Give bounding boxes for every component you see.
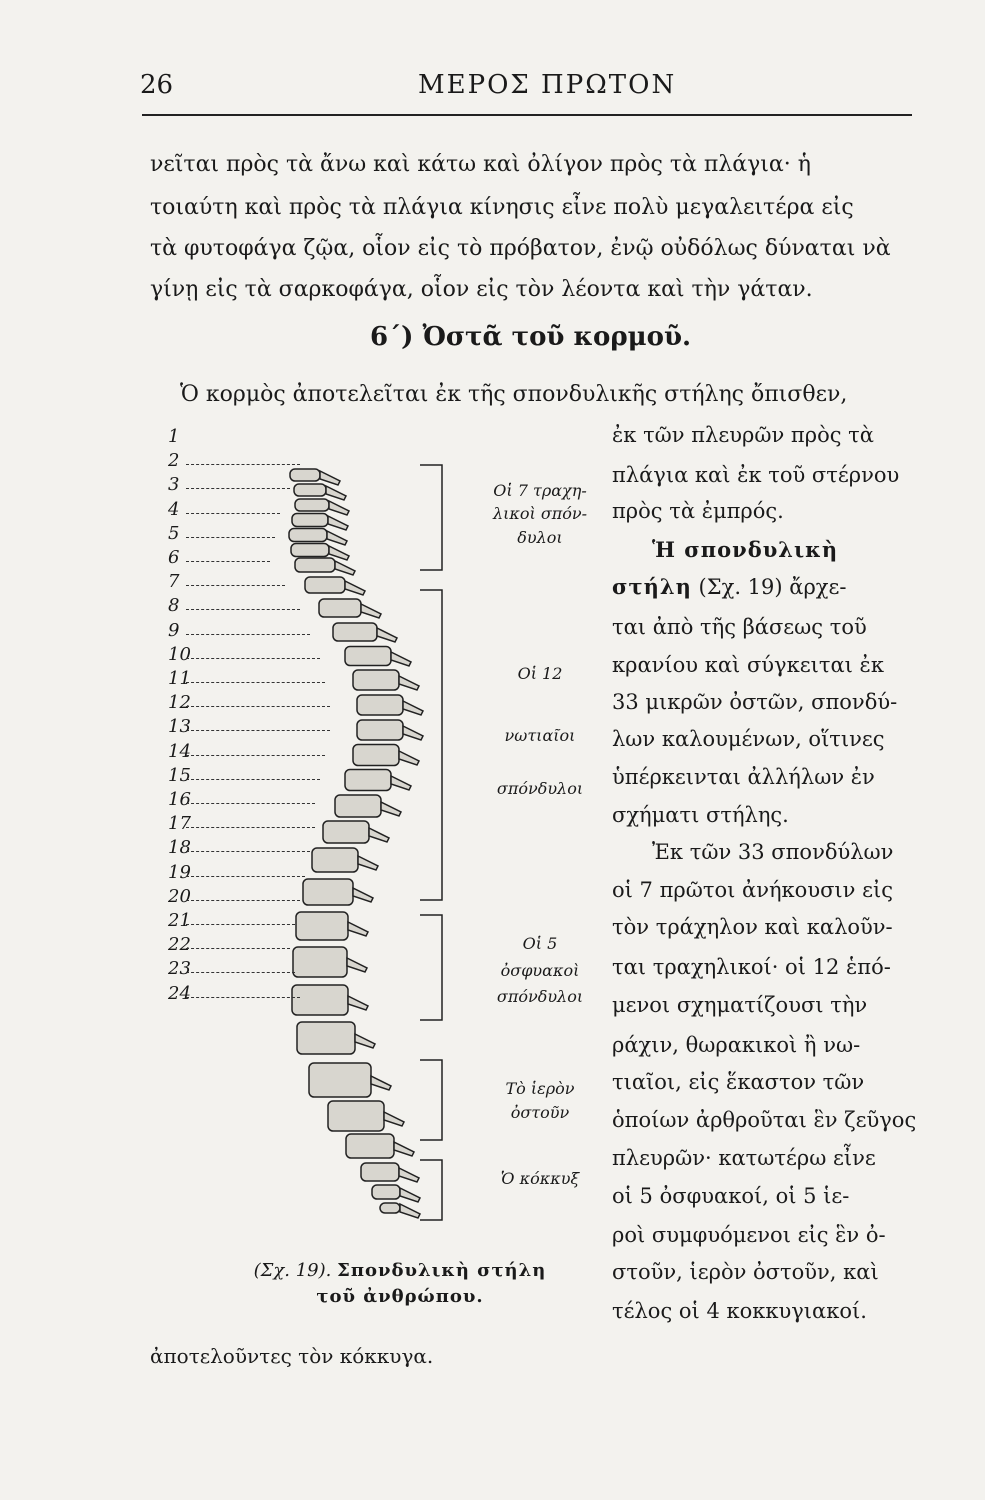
spinous-process	[345, 581, 365, 595]
right-column-line: τιαῖοι, εἰς ἕκαστον τῶν	[612, 1070, 865, 1094]
group-bracket	[420, 1160, 442, 1220]
right-column-line: πλευρῶν· κατωτέρω εἶνε	[612, 1146, 876, 1170]
vertebra	[305, 577, 345, 593]
figure-number: 4	[168, 498, 180, 520]
spinous-process	[328, 516, 348, 530]
spinous-process	[400, 1188, 420, 1202]
right-column-line: ροὶ συμφυόμενοι εἰς ἓν ὀ-	[612, 1223, 886, 1247]
figure-number: 19	[168, 861, 191, 883]
bottom-line: ἀποτελοῦντες τὸν κόκκυγα.	[150, 1344, 434, 1368]
right-column-line: ὑπέρκεινται ἀλλήλων ἐν	[612, 765, 875, 789]
vertebra	[361, 1163, 399, 1181]
vertebra	[292, 514, 328, 527]
figure-number: 14	[168, 740, 191, 762]
leader-line	[186, 730, 330, 731]
vertebra	[295, 499, 329, 511]
group-label: σπόνδυλοι	[496, 779, 584, 798]
right-column-line: οἱ 5 ὀσφυακοί, οἱ 5 ἱε-	[612, 1184, 850, 1208]
spinous-process	[353, 888, 373, 902]
right-column-line: ὁποίων ἀρθροῦται ἓν ζεῦγος	[612, 1108, 917, 1132]
figure-number: 9	[168, 619, 180, 641]
spinous-process	[347, 958, 367, 972]
leader-line	[186, 948, 290, 949]
leader-line	[186, 561, 270, 562]
paragraph-line: τοιαύτη καὶ πρὸς τὰ πλάγια κίνησις εἶνε πολὺ μεγαλειτέρα εἰς	[150, 195, 854, 220]
group-bracket	[420, 590, 442, 900]
vertebra	[357, 695, 403, 715]
right-column-line: κρανίου καὶ σύγκειται ἐκ	[612, 653, 884, 677]
vertebra	[333, 623, 377, 641]
spine-ref: (Σχ. 19) ἄρχε-	[691, 575, 847, 599]
figure-caption	[200, 1258, 600, 1310]
vertebra	[372, 1185, 400, 1199]
spinous-process	[348, 996, 368, 1010]
figure-number: 16	[168, 789, 191, 810]
paragraph-line: νεῖται πρὸς τὰ ἄνω καὶ κάτω καὶ ὀλίγον πρὸς τὰ πλάγια· ἡ	[150, 152, 811, 177]
leader-line	[186, 513, 280, 514]
spinous-process	[391, 652, 411, 666]
right-column-line: στοῦν, ἱερὸν ὀστοῦν, καὶ	[612, 1260, 879, 1284]
spinous-process	[399, 1168, 419, 1182]
right-column-line: τὸν τράχηλον καὶ καλοῦν-	[612, 915, 893, 939]
right-column-line: ράχιν, θωρακικοὶ ἢ νω-	[612, 1033, 861, 1057]
spinous-process	[400, 1204, 420, 1218]
figure-number: 12	[168, 692, 191, 714]
spinous-process	[361, 604, 381, 618]
leader-line	[186, 488, 290, 489]
spine-heading-line2	[612, 572, 912, 602]
group-label: δυλοι	[517, 528, 563, 547]
right-column-line: τέλος οἱ 4 κοκκυγιακοί.	[612, 1299, 867, 1323]
right-column-line: 33 μικρῶν ὀστῶν, σπονδύ-	[612, 690, 898, 714]
figure-number: 15	[168, 764, 191, 786]
right-column-line: λων καλουμένων, οἵτινες	[612, 727, 885, 751]
group-bracket	[420, 465, 442, 570]
right-column-line: ἐκ τῶν πλευρῶν πρὸς τὰ	[612, 423, 874, 447]
spine-heading	[652, 535, 952, 565]
figure-number: 22	[168, 934, 191, 956]
group-label: Οἱ 12	[517, 664, 563, 683]
leader-line	[186, 755, 325, 756]
vertebra	[291, 544, 329, 557]
spine-term-2: στήλη	[612, 574, 692, 599]
spinous-process	[399, 676, 419, 690]
leader-line	[186, 609, 300, 610]
spinous-process	[369, 828, 389, 842]
figure-number: 11	[168, 668, 191, 689]
spinous-process	[384, 1112, 404, 1126]
vertebra	[303, 879, 353, 905]
leader-line	[186, 585, 285, 586]
group-label: ὀσφυακοὶ	[500, 961, 580, 980]
figure-number: 8	[168, 595, 180, 617]
brackets	[420, 465, 442, 1220]
figure-number: 1	[168, 426, 180, 447]
figure-number: 24	[168, 982, 191, 1004]
vertebra	[353, 745, 399, 766]
group-label: λικοὶ σπόν-	[492, 504, 588, 523]
leader-line	[186, 900, 300, 901]
right-column-line: Ἐκ τῶν 33 σπονδύλων	[652, 840, 894, 864]
vertebra	[293, 947, 347, 977]
vertebra	[380, 1203, 400, 1213]
spine-term: Ἡ σπονδυλικὴ	[652, 537, 839, 562]
vertebra	[294, 484, 326, 496]
leader-line	[186, 851, 310, 852]
leader-line	[186, 924, 295, 925]
vertebra	[328, 1101, 384, 1131]
figure-number: 10	[168, 643, 191, 665]
right-column-line: σχήματι στήλης.	[612, 803, 789, 827]
spinous-process	[335, 561, 355, 575]
leader-line	[186, 803, 315, 804]
vertebra	[290, 469, 320, 481]
running-title: ΜΕΡΟΣ ΠΡΩΤΟΝ	[418, 70, 677, 100]
spinous-process	[329, 501, 349, 515]
leader-line	[186, 464, 300, 465]
figure-number: 2	[168, 450, 180, 472]
vertebra	[309, 1063, 371, 1097]
right-column-line: μενοι σχηματίζουσι τὴν	[612, 993, 868, 1017]
figure-number: 5	[168, 522, 180, 544]
spinous-process	[403, 701, 423, 715]
group-label: σπόνδυλοι	[496, 987, 584, 1006]
vertebra	[346, 1134, 394, 1158]
spinous-process	[326, 486, 346, 500]
group-bracket	[420, 915, 442, 1020]
vertebra	[319, 599, 361, 617]
group-label: Οἱ 5	[522, 934, 558, 953]
caption-ref: (Σχ. 19).	[253, 1260, 332, 1281]
figure-number: 18	[168, 837, 191, 859]
leader-line	[186, 997, 300, 998]
spinous-process	[355, 1034, 375, 1048]
leader-line	[186, 658, 320, 659]
paragraph-line: τὰ φυτοφάγα ζῷα, οἷον εἰς τὸ πρόβατον, ἐνῷ οὐδόλως δύναται νὰ	[150, 236, 891, 261]
spinous-process	[327, 531, 347, 545]
figure-number: 7	[168, 571, 180, 593]
figure-number: 23	[168, 958, 191, 980]
vertebra	[335, 795, 381, 817]
spinous-process	[371, 1076, 391, 1090]
spinous-process	[394, 1142, 414, 1156]
figure-number: 6	[168, 547, 180, 568]
vertebra	[297, 1022, 355, 1054]
figure-number: 20	[168, 885, 191, 907]
figure-number: 17	[168, 813, 191, 835]
leader-line	[186, 706, 330, 707]
caption-title: Σπονδυλικὴ στήλη	[337, 1260, 547, 1281]
right-column-line: πρὸς τὰ ἐμπρός.	[612, 499, 784, 523]
spinous-process	[391, 776, 411, 790]
page-number: 26	[140, 70, 174, 100]
leader-line	[186, 972, 295, 973]
right-column-line: οἱ 7 πρῶτοι ἀνήκουσιν εἰς	[612, 878, 893, 902]
vertebra	[353, 670, 399, 690]
group-label: Τὸ ἱερὸν	[505, 1079, 575, 1098]
intro-line: Ὁ κορμὸς ἀποτελεῖται ἐκ τῆς σπονδυλικῆς στήλης ὄπισθεν,	[180, 382, 848, 407]
spinous-process	[399, 751, 419, 765]
leader-line	[186, 634, 310, 635]
spine-drawing	[289, 469, 423, 1218]
figure	[150, 420, 600, 1250]
vertebra	[289, 529, 327, 542]
right-column-line: ται ἀπὸ τῆς βάσεως τοῦ	[612, 615, 867, 639]
spinous-process	[320, 471, 340, 485]
leader-line	[186, 537, 275, 538]
leader-line	[186, 682, 325, 683]
figure-number: 21	[168, 910, 191, 931]
vertebra	[345, 647, 391, 666]
figure-number: 3	[168, 474, 180, 496]
leader-line	[186, 779, 320, 780]
vertebra	[323, 821, 369, 843]
right-column-line: ται τραχηλικοί· οἱ 12 ἑπό-	[612, 955, 891, 979]
vertebra	[296, 912, 348, 940]
vertebra	[357, 720, 403, 740]
leader-line	[186, 827, 315, 828]
group-label: ὀστοῦν	[510, 1103, 570, 1122]
header-rule	[142, 114, 912, 116]
spinous-process	[403, 726, 423, 740]
spinous-process	[381, 802, 401, 816]
right-column-line: πλάγια καὶ ἐκ τοῦ στέρνου	[612, 463, 900, 487]
group-label: Οἱ 7 τραχη-	[493, 481, 587, 500]
leader-line	[186, 876, 305, 877]
vertebra	[312, 848, 358, 872]
vertebra	[295, 558, 335, 572]
spinous-process	[348, 922, 368, 936]
group-bracket	[420, 1060, 442, 1140]
vertebra	[345, 770, 391, 791]
paragraph-line: γίνῃ εἰς τὰ σαρκοφάγα, οἷον εἰς τὸν λέοντα καὶ τὴν γάταν.	[150, 277, 813, 302]
group-label: Ὁ κόκκυξ	[500, 1169, 580, 1188]
figure-number: 13	[168, 716, 191, 738]
spinous-process	[377, 628, 397, 642]
section-heading: 6΄) Ὀστᾶ τοῦ κορμοῦ.	[370, 322, 692, 352]
spinous-process	[358, 856, 378, 870]
group-label: νωτιαῖοι	[504, 726, 576, 745]
caption-title-2: τοῦ ἀνθρώπου.	[316, 1286, 484, 1307]
vertebra	[292, 985, 348, 1015]
